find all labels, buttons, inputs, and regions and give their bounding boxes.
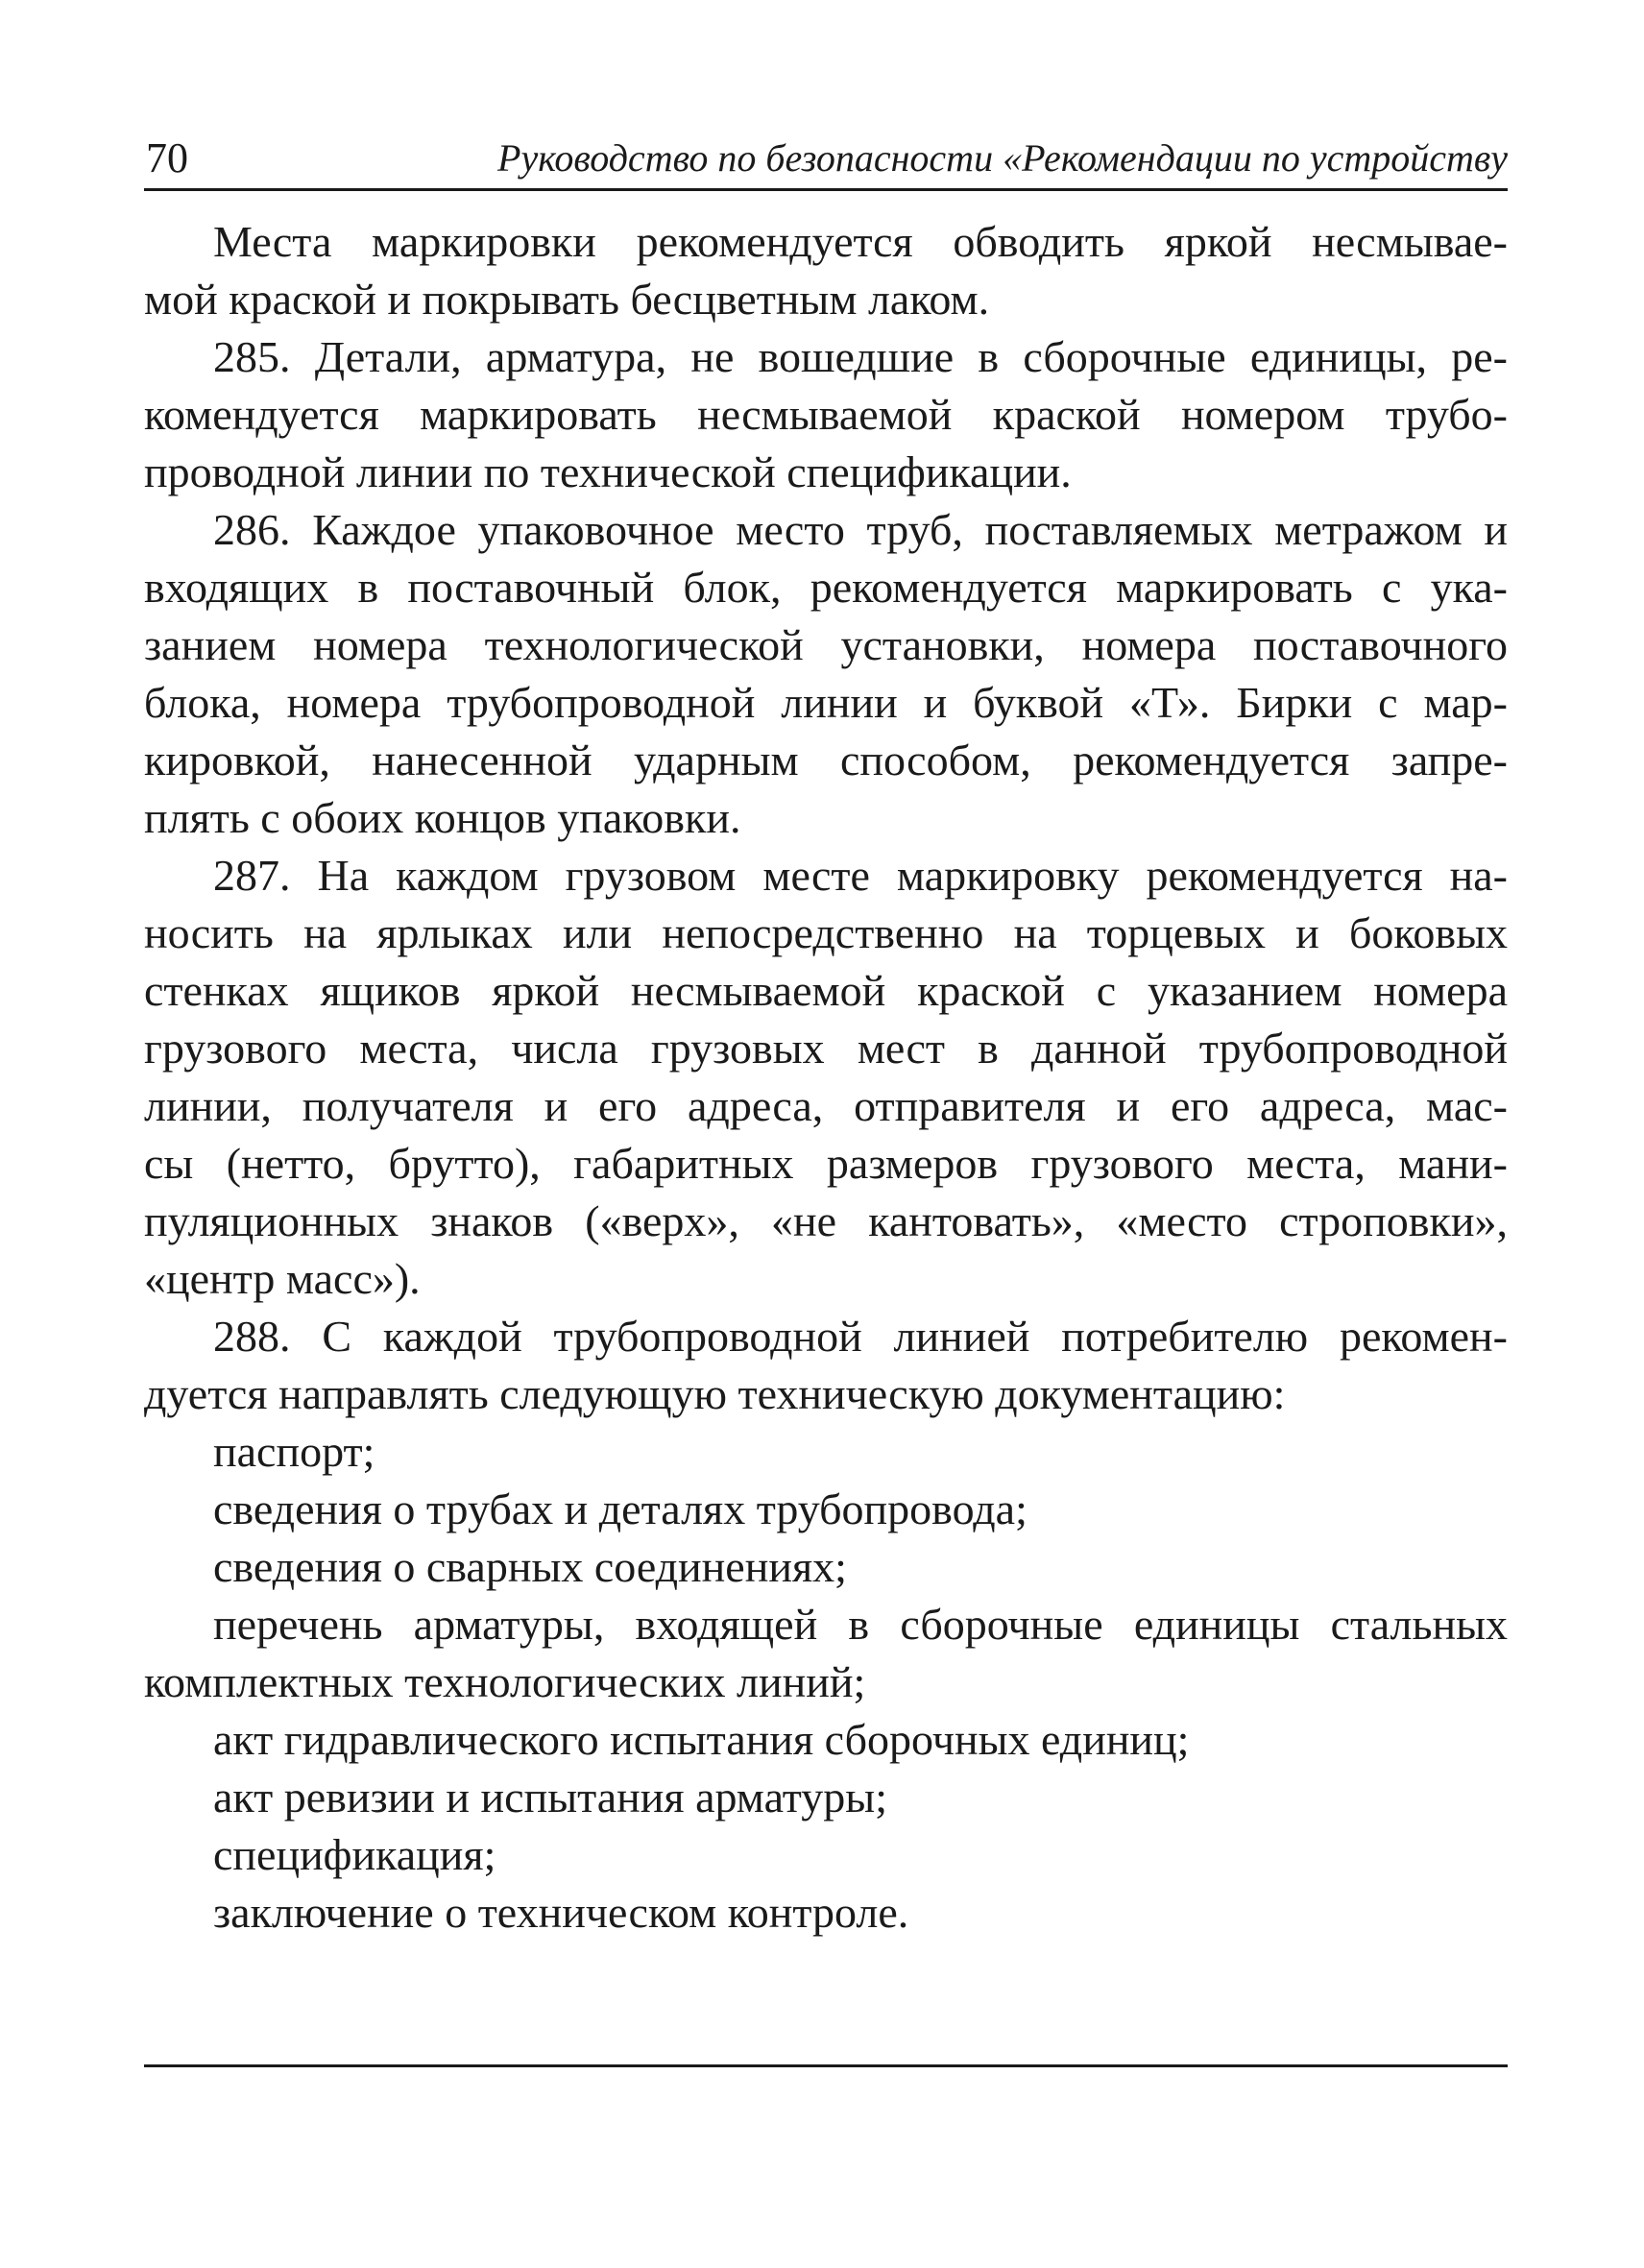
text-line: Места маркировки рекомендуется обводить яркой несмывае- (213, 217, 1508, 266)
text-line: блока, номера трубопроводной линии и буквой «Т». Бирки с мар- (144, 678, 1508, 727)
text-line: паспорт; (213, 1427, 375, 1476)
text-line: носить на ярлыках или непосредственно на торцевых и боковых (144, 908, 1508, 957)
text-line: мой краской и покрывать бесцветным лаком. (144, 275, 990, 324)
text-line: 285. Детали, арматура, не вошедшие в сборочные единицы, ре- (213, 332, 1508, 381)
text-line: сы (нетто, брутто), габаритных размеров грузового места, мани- (144, 1139, 1508, 1188)
text-line: пуляционных знаков («верх», «не кантовать», «место строповки», (144, 1196, 1508, 1245)
footer-rule (144, 2064, 1508, 2067)
text-line: «центр масс»). (144, 1254, 421, 1303)
text-line: сведения о сварных соединениях; (213, 1542, 847, 1591)
text-line: плять с обоих концов упаковки. (144, 793, 741, 842)
text-line: линии, получателя и его адреса, отправителя и его адреса, мас- (144, 1081, 1508, 1130)
text-line: сведения о трубах и деталях трубопровода; (213, 1484, 1028, 1533)
text-line: перечень арматуры, входящей в сборочные единицы стальных (213, 1600, 1508, 1649)
document-page (144, 0, 1508, 2268)
text-line: кировкой, нанесенной ударным способом, рекомендуется запре- (144, 736, 1508, 784)
text-line: заключение о техническом контроле. (213, 1888, 909, 1937)
page-number: 70 (146, 134, 188, 181)
text-line: комплектных технологических линий; (144, 1657, 866, 1706)
text-line: проводной линии по технической спецификации. (144, 447, 1072, 496)
text-line: 288. С каждой трубопроводной линией потребителю рекомен- (213, 1312, 1508, 1361)
text-line: 287. На каждом грузовом месте маркировку рекомендуется на- (213, 851, 1508, 900)
text-line: входящих в поставочный блок, рекомендуется маркировать с ука- (144, 563, 1508, 612)
text-line: дуется направлять следующую техническую документацию: (144, 1369, 1286, 1418)
text-line: акт ревизии и испытания арматуры; (213, 1773, 887, 1822)
text-line: занием номера технологической установки, номера поставочного (144, 620, 1508, 669)
text-line: стенках ящиков яркой несмываемой краской с указанием номера (144, 966, 1508, 1015)
text-line: 286. Каждое упаковочное место труб, поставляемых метражом и (213, 505, 1508, 554)
text-line: акт гидравлического испытания сборочных единиц; (213, 1715, 1190, 1764)
body-text (144, 213, 1508, 1942)
text-line: грузового места, числа грузовых мест в данной трубопроводной (144, 1024, 1508, 1073)
text-line: комендуется маркировать несмываемой краской номером трубо- (144, 390, 1508, 439)
running-header-title: Руководство по безопасности «Рекомендации по устройству (497, 136, 1508, 180)
text-line: спецификация; (213, 1830, 496, 1879)
running-header (144, 133, 1508, 191)
